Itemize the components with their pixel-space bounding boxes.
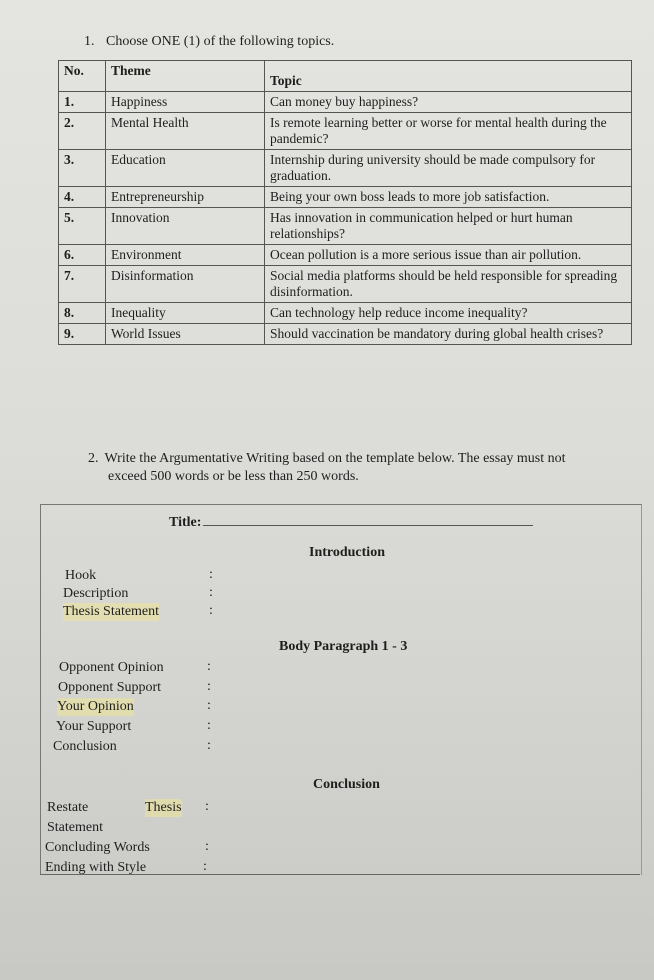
row-no: 1.	[59, 92, 106, 113]
table-row	[59, 303, 632, 324]
header-no: No.	[59, 61, 106, 92]
row-topic: Ocean pollution is a more serious issue than air pollution.	[265, 245, 632, 266]
table-header-row	[59, 61, 632, 92]
template-title	[169, 513, 533, 531]
row-no: 3.	[59, 150, 106, 187]
field-statement: Statement	[47, 820, 103, 835]
body-paragraph-heading: Body Paragraph 1 - 3	[279, 639, 408, 654]
field-body-conclusion: Conclusion	[53, 739, 117, 754]
colon: :	[209, 585, 213, 600]
colon: :	[205, 799, 209, 814]
row-topic: Should vaccination be mandatory during global health crises?	[265, 324, 632, 345]
row-topic: Is remote learning better or worse for mental health during the pandemic?	[265, 113, 632, 150]
field-opponent-support: Opponent Support	[58, 680, 162, 695]
row-no: 7.	[59, 266, 106, 303]
row-theme: Mental Health	[106, 113, 265, 150]
essay-template-box	[40, 504, 642, 875]
row-no: 8.	[59, 303, 106, 324]
question-2-number: 2.	[88, 451, 99, 466]
field-your-support: Your Support	[56, 719, 132, 734]
colon: :	[207, 718, 211, 733]
row-theme: Environment	[106, 245, 265, 266]
table-row	[59, 187, 632, 208]
field-hook: Hook	[65, 568, 97, 583]
table-row	[59, 208, 632, 245]
row-theme: Education	[106, 150, 265, 187]
field-restate: Restate	[47, 800, 89, 815]
field-thesis: Thesis	[145, 800, 182, 815]
field-ending-with-style: Ending with Style	[45, 860, 147, 875]
introduction-heading: Introduction	[309, 545, 385, 560]
field-opponent-opinion: Opponent Opinion	[59, 660, 164, 675]
row-theme: World Issues	[106, 324, 265, 345]
table-row	[59, 266, 632, 303]
row-theme: Disinformation	[106, 266, 265, 303]
question-1-number: 1.	[84, 34, 95, 49]
question-2-line-2: exceed 500 words or be less than 250 words.	[108, 469, 359, 484]
row-topic: Internship during university should be made compulsory for graduation.	[265, 150, 632, 187]
row-no: 4.	[59, 187, 106, 208]
question-2-line-1: Write the Argumentative Writing based on the template below. The essay must not	[104, 451, 566, 466]
colon: :	[207, 679, 211, 694]
row-theme: Entrepreneurship	[106, 187, 265, 208]
colon: :	[207, 659, 211, 674]
colon: :	[207, 738, 211, 753]
question-1-text: Choose ONE (1) of the following topics.	[106, 34, 335, 49]
row-topic: Can technology help reduce income inequality?	[265, 303, 632, 324]
table-row	[59, 113, 632, 150]
question-2	[88, 450, 640, 486]
question-1	[84, 34, 334, 50]
row-theme: Happiness	[106, 92, 265, 113]
field-concluding-words: Concluding Words	[45, 840, 150, 855]
row-no: 2.	[59, 113, 106, 150]
colon: :	[205, 839, 209, 854]
row-topic: Social media platforms should be held responsible for spreading disinformation.	[265, 266, 632, 303]
template-bottom-border	[40, 874, 640, 875]
table-row	[59, 150, 632, 187]
topics-table	[58, 60, 632, 345]
header-theme: Theme	[106, 61, 265, 92]
conclusion-heading: Conclusion	[313, 777, 380, 792]
field-description: Description	[63, 586, 129, 601]
row-no: 5.	[59, 208, 106, 245]
row-no: 9.	[59, 324, 106, 345]
title-label: Title:	[169, 515, 202, 530]
row-no: 6.	[59, 245, 106, 266]
row-theme: Innovation	[106, 208, 265, 245]
field-thesis-statement: Thesis Statement	[63, 604, 160, 619]
header-topic: Topic	[265, 61, 632, 92]
row-theme: Inequality	[106, 303, 265, 324]
row-topic: Has innovation in communication helped or hurt human relationships?	[265, 208, 632, 245]
table-row	[59, 324, 632, 345]
row-topic: Can money buy happiness?	[265, 92, 632, 113]
row-topic: Being your own boss leads to more job satisfaction.	[265, 187, 632, 208]
title-blank-line	[203, 513, 533, 526]
table-row	[59, 92, 632, 113]
colon: :	[209, 603, 213, 618]
colon: :	[207, 698, 211, 713]
colon: :	[203, 859, 207, 874]
colon: :	[209, 567, 213, 582]
table-row	[59, 245, 632, 266]
field-your-opinion: Your Opinion	[57, 699, 134, 714]
